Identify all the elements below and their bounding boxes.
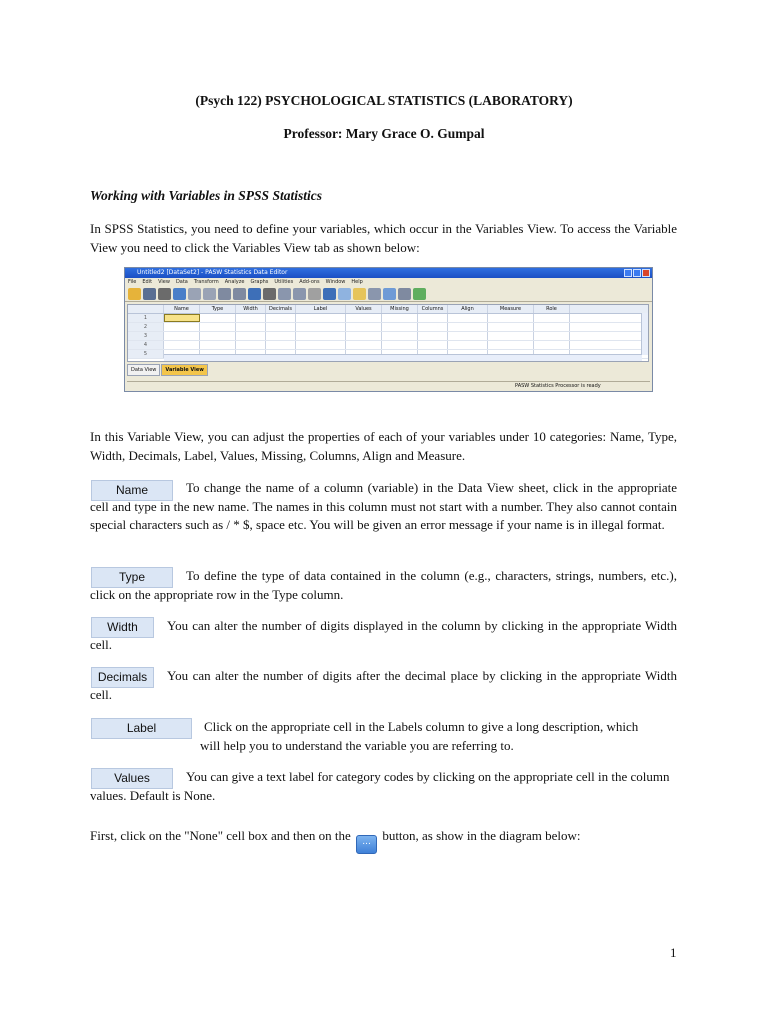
spss-window-title: Untitled2 [DataSet2] - PASW Statistics Data Editor bbox=[137, 269, 288, 276]
value-labels-icon bbox=[353, 288, 366, 300]
show-all-icon bbox=[383, 288, 396, 300]
maximize-icon bbox=[633, 269, 641, 277]
col-name: Name bbox=[164, 305, 200, 313]
ellipsis-button-icon: ... bbox=[356, 835, 377, 854]
width-description: You can alter the number of digits displayed in the column by clicking in the appropriate Width cell. bbox=[90, 618, 677, 652]
row-number: 4 bbox=[128, 341, 164, 349]
menu-window: Window bbox=[325, 279, 346, 285]
close-icon bbox=[642, 269, 650, 277]
type-field-box: Type bbox=[91, 567, 173, 588]
insert-variable-icon bbox=[293, 288, 306, 300]
status-text: PASW Statistics Processor is ready bbox=[515, 383, 601, 389]
grid-row bbox=[128, 332, 648, 341]
tab-variable-view: Variable View bbox=[161, 364, 207, 376]
spss-view-tabs bbox=[127, 364, 208, 376]
spss-toolbar bbox=[125, 286, 652, 302]
type-description: To define the type of data contained in the column (e.g., characters, strings, numbers, etc.), click on the appropriate row in the Type column. bbox=[90, 568, 677, 602]
tab-data-view: Data View bbox=[127, 364, 160, 376]
final-instruction-start: First, click on the "None" cell box and then on the bbox=[90, 828, 351, 843]
menu-analyze: Analyze bbox=[224, 279, 245, 285]
find-icon bbox=[263, 288, 276, 300]
weight-cases-icon bbox=[323, 288, 336, 300]
split-file-icon bbox=[308, 288, 321, 300]
row-number: 5 bbox=[128, 350, 164, 358]
grid-row bbox=[128, 323, 648, 332]
intro-paragraph: In SPSS Statistics, you need to define your variables, which occur in the Variables View. To access the Variable View you need to click the Variables View tab as shown below: bbox=[90, 221, 677, 255]
decimals-description: You can alter the number of digits after the decimal place by clicking in the appropriate Width cell. bbox=[90, 668, 677, 702]
row-number: 2 bbox=[128, 323, 164, 331]
categories-paragraph: In this Variable View, you can adjust the properties of each of your variables under 10 categories: Name, Type, Width, Decimals, Label, Values, Missing, Columns, Align and Measure. bbox=[90, 429, 677, 463]
section-heading: Working with Variables in SPSS Statistics bbox=[90, 188, 322, 203]
variables-icon bbox=[248, 288, 261, 300]
menu-edit: Edit bbox=[142, 279, 153, 285]
document-title: (Psych 122) PSYCHOLOGICAL STATISTICS (LABORATORY) bbox=[195, 93, 573, 108]
menu-graphs: Graphs bbox=[250, 279, 269, 285]
save-icon bbox=[143, 288, 156, 300]
spss-menu-bar bbox=[125, 278, 652, 286]
col-decimals: Decimals bbox=[266, 305, 296, 313]
row-header-corner bbox=[128, 305, 164, 313]
horizontal-scrollbar bbox=[164, 354, 642, 361]
col-measure: Measure bbox=[488, 305, 534, 313]
professor-line: Professor: Mary Grace O. Gumpal bbox=[283, 126, 485, 141]
selected-cell bbox=[164, 314, 200, 322]
name-description: To change the name of a column (variable) in the Data View sheet, click in the appropriate cell and type in the new name. The names in this column must not start with a number. They also cannot contain special characters such as / * $, space etc. You will be given an error message if your name is in illegal format. bbox=[90, 480, 677, 532]
select-cases-icon bbox=[338, 288, 351, 300]
row-number: 1 bbox=[128, 314, 164, 322]
menu-view: View bbox=[158, 279, 170, 285]
insert-cases-icon bbox=[278, 288, 291, 300]
abc-check-icon bbox=[413, 288, 426, 300]
final-instruction-end: button, as show in the diagram below: bbox=[382, 828, 581, 843]
undo-icon bbox=[188, 288, 201, 300]
menu-transform: Transform bbox=[193, 279, 219, 285]
values-field-box: Values bbox=[91, 768, 173, 789]
col-values: Values bbox=[346, 305, 382, 313]
spss-title-bar bbox=[125, 268, 652, 278]
vertical-scrollbar bbox=[641, 313, 648, 355]
col-align: Align bbox=[448, 305, 488, 313]
menu-utilities: Utilities bbox=[274, 279, 294, 285]
page-number: 1 bbox=[670, 945, 677, 960]
grid-row bbox=[128, 341, 648, 350]
label-description-line2: will help you to understand the variable you are referring to. bbox=[200, 738, 514, 753]
goto-case-icon bbox=[218, 288, 231, 300]
redo-icon bbox=[203, 288, 216, 300]
width-field-box: Width bbox=[91, 617, 154, 638]
variable-grid bbox=[127, 304, 649, 362]
name-field-box: Name bbox=[91, 480, 173, 501]
final-instruction bbox=[90, 827, 677, 854]
values-description: You can give a text label for category codes by clicking on the appropriate cell in the column values. Default is None. bbox=[90, 769, 670, 803]
dialog-recall-icon bbox=[173, 288, 186, 300]
col-label: Label bbox=[296, 305, 346, 313]
col-missing: Missing bbox=[382, 305, 418, 313]
col-width: Width bbox=[236, 305, 266, 313]
label-description-line1: Click on the appropriate cell in the Labels column to give a long description, which bbox=[204, 719, 639, 734]
use-sets-icon bbox=[368, 288, 381, 300]
row-number: 3 bbox=[128, 332, 164, 340]
col-role: Role bbox=[534, 305, 570, 313]
menu-data: Data bbox=[175, 279, 188, 285]
grid-row bbox=[128, 314, 648, 323]
spell-check-icon bbox=[398, 288, 411, 300]
label-field-box: Label bbox=[91, 718, 192, 739]
spss-variable-view-screenshot bbox=[124, 267, 653, 392]
col-columns: Columns bbox=[418, 305, 448, 313]
print-icon bbox=[158, 288, 171, 300]
menu-help: Help bbox=[351, 279, 363, 285]
menu-file: File bbox=[128, 279, 137, 285]
minimize-icon bbox=[624, 269, 632, 277]
menu-add-ons: Add-ons bbox=[299, 279, 320, 285]
grid-header bbox=[128, 305, 648, 314]
col-type: Type bbox=[200, 305, 236, 313]
decimals-field-box: Decimals bbox=[91, 667, 154, 688]
goto-variable-icon bbox=[233, 288, 246, 300]
spss-status-bar bbox=[127, 381, 650, 390]
open-icon bbox=[128, 288, 141, 300]
